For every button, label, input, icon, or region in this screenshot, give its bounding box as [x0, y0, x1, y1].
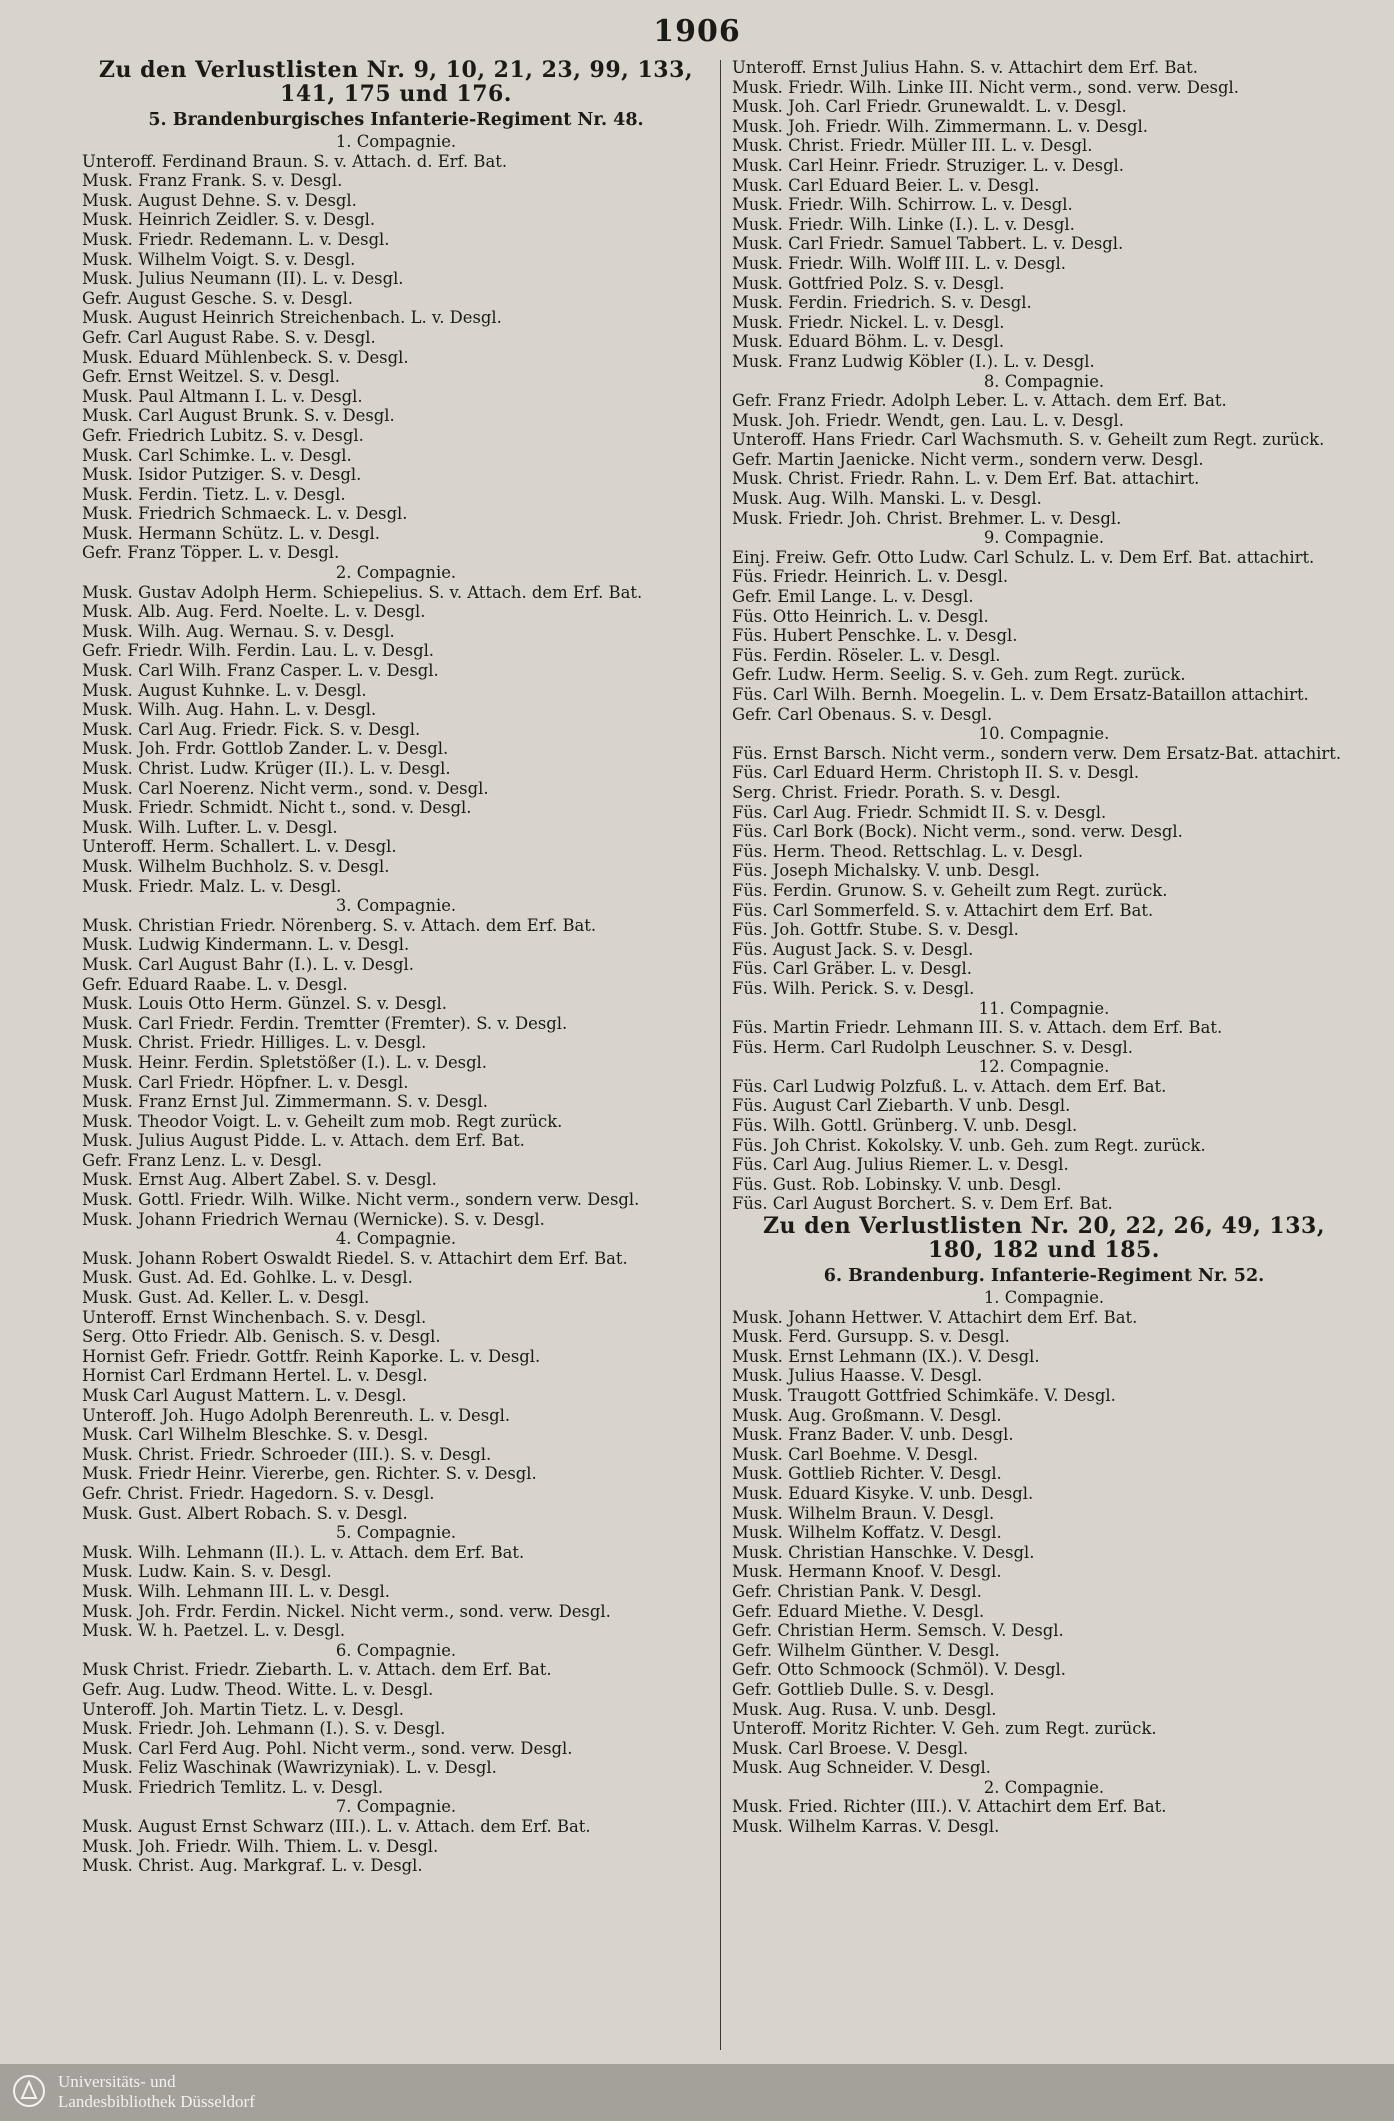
casualty-entry: Musk. Aug Schneider. V. Desgl.	[732, 1758, 991, 1778]
casualty-entry: Musk. Isidor Putziger. S. v. Desgl.	[82, 465, 362, 485]
company-heading: 7. Compagnie.	[335, 1797, 457, 1817]
casualty-entry: Musk. Feliz Waschinak (Wawrizyniak). L. v. Desgl.	[82, 1758, 497, 1778]
casualty-entry: Musk Christ. Friedr. Ziebarth. L. v. Attach. dem Erf. Bat.	[82, 1660, 552, 1680]
casualty-entry: Musk. Joh. Carl Friedr. Grunewaldt. L. v. Desgl.	[732, 97, 1127, 117]
casualty-entry: Gefr. Gottlieb Dulle. S. v. Desgl.	[732, 1679, 995, 1699]
casualty-entry: Einj. Freiw. Gefr. Otto Ludw. Carl Schulz. L. v. Dem Erf. Bat. attachirt.	[732, 547, 1315, 567]
casualty-entry: Füs. Carl Ludwig Polzfuß. L. v. Attach. dem Erf. Bat.	[732, 1076, 1167, 1096]
casualty-entry: Gefr. Franz Friedr. Adolph Leber. L. v. Attach. dem Erf. Bat.	[732, 391, 1227, 411]
casualty-entry: Unteroff. Moritz Richter. V. Geh. zum Regt. zurück.	[732, 1719, 1157, 1739]
casualty-entry: Musk. Friedr Heinr. Viererbe, gen. Richter. S. v. Desgl.	[82, 1464, 537, 1484]
casualty-entry: Musk. Christ. Ludw. Krüger (II.). L. v. Desgl.	[82, 759, 451, 778]
casualty-entry: Füs. Ferdin. Röseler. L. v. Desgl.	[732, 645, 1001, 665]
casualty-entry: Musk. Carl Boehme. V. Desgl.	[732, 1444, 979, 1464]
casualty-entry: Gefr. Christian Pank. V. Desgl.	[732, 1581, 982, 1601]
casualty-entry: Musk. Alb. Aug. Ferd. Noelte. L. v. Desgl.	[82, 602, 426, 622]
casualty-entry: Musk. Wilh. Aug. Hahn. L. v. Desgl.	[82, 700, 377, 720]
casualty-entry: Musk. Gottl. Friedr. Wilh. Wilke. Nicht verm., sondern verw. Desgl.	[82, 1190, 640, 1210]
casualty-entry: Musk. Wilhelm Voigt. S. v. Desgl.	[82, 249, 356, 269]
casualty-entry: Musk. Joh. Frdr. Ferdin. Nickel. Nicht verm., sond. verw. Desgl.	[82, 1601, 611, 1621]
casualty-entry: Musk. Heinrich Zeidler. S. v. Desgl.	[82, 210, 376, 230]
casualty-entry: Füs. Carl Aug. Friedr. Schmidt II. S. v. Desgl.	[732, 802, 1107, 822]
casualty-entry: Musk. Ernst Aug. Albert Zabel. S. v. Desgl.	[82, 1170, 437, 1190]
casualty-entry: Gefr. Martin Jaenicke. Nicht verm., sondern verw. Desgl.	[732, 449, 1204, 469]
casualty-entry: Musk. Christ. Friedr. Hilliges. L. v. Desgl.	[82, 1033, 427, 1053]
casualty-entry: Musk. Gottfried Polz. S. v. Desgl.	[732, 273, 1005, 293]
casualty-entry: Musk. Louis Otto Herm. Günzel. S. v. Desgl.	[82, 994, 447, 1014]
casualty-entry: Musk. Wilh. Aug. Wernau. S. v. Desgl.	[82, 621, 395, 641]
casualty-entry: Musk. Wilhelm Karras. V. Desgl.	[732, 1817, 1000, 1837]
casualty-entry: Musk. Wilh. Lehmann III. L. v. Desgl.	[82, 1581, 390, 1601]
casualty-entry: Musk. Friedr. Wilh. Linke (I.). L. v. Desgl.	[732, 214, 1075, 234]
right-column	[732, 58, 1356, 2054]
casualty-entry: Musk. Carl Broese. V. Desgl.	[732, 1738, 969, 1758]
casualty-entry: Musk. Julius Haasse. V. Desgl.	[732, 1366, 983, 1386]
casualty-entry: Musk. Friedr. Joh. Christ. Brehmer. L. v. Desgl.	[732, 508, 1122, 528]
casualty-entry: Gefr. Ludw. Herm. Seelig. S. v. Geh. zum Regt. zurück.	[732, 665, 1186, 685]
casualty-entry: Füs. Carl Bork (Bock). Nicht verm., sond. verw. Desgl.	[732, 822, 1183, 842]
casualty-entry: Gefr. August Gesche. S. v. Desgl.	[82, 288, 354, 308]
left-column	[82, 58, 710, 2054]
casualty-entry: Musk. Wilh. Lehmann (II.). L. v. Attach. dem Erf. Bat.	[82, 1542, 525, 1562]
casualty-entry: Musk. Joh. Friedr. Wendt, gen. Lau. L. v. Desgl.	[732, 410, 1124, 430]
casualty-entry: Musk. Friedr. Wilh. Schirrow. L. v. Desgl.	[732, 195, 1073, 215]
casualty-entry: Musk. Gust. Ad. Keller. L. v. Desgl.	[82, 1288, 370, 1308]
company-heading: 2. Compagnie.	[335, 563, 457, 583]
casualty-entry: Musk. Carl August Bahr (I.). L. v. Desgl.	[82, 954, 414, 974]
casualty-entry: Gefr. Eduard Raabe. L. v. Desgl.	[82, 974, 348, 994]
casualty-entry: Musk. Hermann Knoof. V. Desgl.	[732, 1562, 1002, 1582]
casualty-entry: Musk. Hermann Schütz. L. v. Desgl.	[82, 523, 380, 543]
casualty-entry: Musk. Franz Bader. V. unb. Desgl.	[732, 1425, 1014, 1445]
casualty-entry: Gefr. Emil Lange. L. v. Desgl.	[732, 587, 974, 607]
casualty-entry: Musk. Friedr. Malz. L. v. Desgl.	[82, 876, 342, 896]
company-heading: 2. Compagnie.	[983, 1777, 1105, 1797]
casualty-entry: Musk. Carl Schimke. L. v. Desgl.	[82, 445, 352, 465]
casualty-entry: Musk. Joh. Friedr. Wilh. Zimmermann. L. v. Desgl.	[732, 116, 1148, 136]
casualty-entry: Musk. Friedr. Schmidt. Nicht t., sond. v. Desgl.	[82, 798, 472, 818]
casualty-entry: Musk. Ludwig Kindermann. L. v. Desgl.	[82, 935, 410, 955]
casualty-entry: Musk. Fried. Richter (III.). V. Attachirt dem Erf. Bat.	[732, 1797, 1167, 1817]
casualty-entry: Musk. Eduard Mühlenbeck. S. v. Desgl.	[82, 347, 409, 367]
casualty-entry: Musk. August Dehne. S. v. Desgl.	[82, 190, 357, 210]
casualty-entry: Musk. Julius Neumann (II). L. v. Desgl.	[82, 269, 404, 289]
casualty-entry: Füs. Carl Wilh. Bernh. Moegelin. L. v. Dem Ersatz-Bataillon attachirt.	[732, 685, 1309, 704]
casualty-entry: Serg. Christ. Friedr. Porath. S. v. Desgl.	[732, 782, 1061, 802]
casualty-entry: Musk. Gust. Ad. Ed. Gohlke. L. v. Desgl.	[82, 1268, 413, 1288]
casualty-entry: Musk. Eduard Kisyke. V. unb. Desgl.	[732, 1483, 1034, 1503]
casualty-entry: Musk. Gust. Albert Robach. S. v. Desgl.	[82, 1503, 408, 1523]
casualty-entry: Musk. Eduard Böhm. L. v. Desgl.	[732, 332, 1005, 352]
section-title: Zu den Verlustlisten Nr. 20, 22, 26, 49, 133, 180, 182 und 185.	[762, 1213, 1325, 1264]
casualty-entry: Gefr. Otto Schmoock (Schmöl). V. Desgl.	[732, 1660, 1066, 1680]
library-name-line1: Universitäts- und	[58, 2072, 176, 2091]
casualty-entry: Musk. Theodor Voigt. L. v. Geheilt zum mob. Regt zurück.	[82, 1111, 563, 1131]
casualty-entry: Füs. Joh. Gottfr. Stube. S. v. Desgl.	[732, 920, 1019, 940]
casualty-entry: Füs. Ferdin. Grunow. S. v. Geheilt zum Regt. zurück.	[732, 880, 1168, 900]
casualty-entry: Musk. Carl Wilhelm Bleschke. S. v. Desgl.	[82, 1425, 429, 1445]
casualty-entry: Unteroff. Ferdinand Braun. S. v. Attach. d. Erf. Bat.	[82, 151, 508, 171]
casualty-entry: Füs. Carl Sommerfeld. S. v. Attachirt dem Erf. Bat.	[732, 900, 1154, 920]
casualty-entry: Musk. Carl Friedr. Ferdin. Tremtter (Fremter). S. v. Desgl.	[82, 1013, 568, 1033]
casualty-entry: Musk. Wilhelm Koffatz. V. Desgl.	[732, 1523, 1002, 1543]
casualty-entry: Musk. Carl Heinr. Friedr. Struziger. L. v. Desgl.	[732, 155, 1125, 175]
casualty-entry: Gefr. Ernst Weitzel. S. v. Desgl.	[82, 367, 340, 387]
casualty-entry: Gefr. Christian Herm. Semsch. V. Desgl.	[732, 1621, 1064, 1641]
casualty-entry: Unteroff. Ernst Julius Hahn. S. v. Attachirt dem Erf. Bat.	[732, 58, 1198, 77]
company-heading: 1. Compagnie.	[983, 1288, 1105, 1308]
casualty-entry: Füs. August Jack. S. v. Desgl.	[732, 939, 974, 959]
casualty-entry: Musk. Traugott Gottfried Schimkäfe. V. Desgl.	[732, 1386, 1116, 1405]
casualty-entry: Musk. Carl August Brunk. S. v. Desgl.	[82, 406, 395, 426]
casualty-entry: Gefr. Eduard Miethe. V. Desgl.	[732, 1601, 985, 1621]
casualty-entry: Musk. August Kuhnke. L. v. Desgl.	[82, 680, 367, 700]
casualty-entry: Musk. Ludw. Kain. S. v. Desgl.	[82, 1562, 332, 1582]
casualty-entry: Musk. Christ. Friedr. Müller III. L. v. Desgl.	[732, 136, 1093, 156]
library-name-line2: Landesbibliothek Düsseldorf	[58, 2092, 255, 2111]
casualty-entry: Musk. W. h. Paetzel. L. v. Desgl.	[82, 1621, 346, 1641]
casualty-entry: Musk. Wilhelm Buchholz. S. v. Desgl.	[82, 856, 390, 876]
casualty-entry: Gefr. Carl Obenaus. S. v. Desgl.	[732, 704, 993, 724]
casualty-entry: Musk. Wilhelm Braun. V. Desgl.	[732, 1503, 995, 1523]
casualty-entry: Musk. Carl Aug. Friedr. Fick. S. v. Desgl.	[82, 719, 421, 739]
casualty-entry: Füs. Otto Heinrich. L. v. Desgl.	[732, 606, 989, 626]
casualty-entry: Musk. August Heinrich Streichenbach. L. v. Desgl.	[82, 308, 502, 328]
casualty-entry: Musk. August Ernst Schwarz (III.). L. v. Attach. dem Erf. Bat.	[82, 1817, 591, 1837]
casualty-entry: Gefr. Friedrich Lubitz. S. v. Desgl.	[82, 425, 364, 445]
casualty-entry: Unteroff. Ernst Winchenbach. S. v. Desgl.	[82, 1307, 427, 1327]
casualty-entry: Füs. Joseph Michalsky. V. unb. Desgl.	[732, 861, 1040, 881]
casualty-entry: Musk. Christian Friedr. Nörenberg. S. v. Attach. dem Erf. Bat.	[82, 915, 597, 935]
company-heading: 1. Compagnie.	[335, 132, 457, 151]
casualty-entry: Musk. Joh. Frdr. Gottlob Zander. L. v. Desgl.	[82, 739, 449, 759]
casualty-entry: Musk. Carl Ferd Aug. Pohl. Nicht verm., sond. verw. Desgl.	[82, 1738, 573, 1758]
casualty-entry: Musk. Carl Friedr. Höpfner. L. v. Desgl.	[82, 1072, 409, 1092]
column-divider	[720, 60, 721, 2050]
regiment-heading: 6. Brandenburg. Infanterie-Regiment Nr. 52.	[823, 1266, 1265, 1287]
casualty-entry: Musk. Heinr. Ferdin. Spletstößer (I.). L. v. Desgl.	[82, 1052, 488, 1072]
casualty-entry: Füs. Gust. Rob. Lobinsky. V. unb. Desgl.	[732, 1174, 1062, 1194]
casualty-entry: Musk. Aug. Wilh. Manski. L. v. Desgl.	[732, 489, 1042, 509]
company-heading: 9. Compagnie.	[983, 528, 1105, 548]
casualty-entry: Gefr. Friedr. Wilh. Ferdin. Lau. L. v. Desgl.	[82, 641, 435, 661]
casualty-entry: Füs. Carl Aug. Julius Riemer. L. v. Desgl.	[732, 1155, 1069, 1175]
casualty-entry: Musk. Friedr. Wilh. Wolff III. L. v. Desgl.	[732, 253, 1066, 273]
casualty-entry: Unteroff. Hans Friedr. Carl Wachsmuth. S. v. Geheilt zum Regt. zurück.	[732, 430, 1325, 450]
casualty-entry: Gefr. Aug. Ludw. Theod. Witte. L. v. Desgl.	[82, 1679, 434, 1699]
casualty-entry: Musk. Christ. Friedr. Rahn. L. v. Dem Erf. Bat. attachirt.	[732, 469, 1200, 489]
casualty-entry: Füs. Wilh. Gottl. Grünberg. V. unb. Desgl.	[732, 1116, 1078, 1136]
casualty-entry: Musk. Gottlieb Richter. V. Desgl.	[732, 1464, 1002, 1484]
company-heading: 5. Compagnie.	[335, 1523, 457, 1543]
casualty-entry: Musk. Aug. Rusa. V. unb. Desgl.	[732, 1699, 997, 1719]
casualty-entry: Musk. Ferdin. Tietz. L. v. Desgl.	[82, 484, 346, 504]
casualty-entry: Unteroff. Joh. Hugo Adolph Berenreuth. L. v. Desgl.	[82, 1405, 511, 1425]
casualty-entry: Füs. Wilh. Perick. S. v. Desgl.	[732, 978, 975, 998]
casualty-entry: Füs. Hubert Penschke. L. v. Desgl.	[732, 626, 1018, 646]
casualty-entry: Musk. Carl Wilh. Franz Casper. L. v. Desgl.	[82, 661, 439, 681]
casualty-entry: Musk. Carl Friedr. Samuel Tabbert. L. v. Desgl.	[732, 234, 1124, 254]
casualty-entry: Musk. Carl Eduard Beier. L. v. Desgl.	[732, 175, 1040, 195]
casualty-entry: Hornist Gefr. Friedr. Gottfr. Reinh Kaporke. L. v. Desgl.	[82, 1346, 541, 1366]
company-heading: 12. Compagnie.	[978, 1057, 1110, 1077]
casualty-entry: Hornist Carl Erdmann Hertel. L. v. Desgl.	[82, 1366, 428, 1386]
casualty-entry: Gefr. Wilhelm Günther. V. Desgl.	[732, 1640, 1000, 1660]
company-heading: 11. Compagnie.	[978, 998, 1110, 1018]
casualty-entry: Unteroff. Herm. Schallert. L. v. Desgl.	[82, 837, 397, 857]
casualty-entry: Musk. Johann Friedrich Wernau (Wernicke). S. v. Desgl.	[82, 1209, 545, 1229]
casualty-entry: Füs. Friedr. Heinrich. L. v. Desgl.	[732, 567, 1009, 587]
company-heading: 6. Compagnie.	[335, 1640, 457, 1660]
casualty-entry: Musk. Carl Noerenz. Nicht verm., sond. v. Desgl.	[82, 778, 489, 798]
library-logo-icon	[12, 2074, 46, 2108]
casualty-entry: Füs. Carl Eduard Herm. Christoph II. S. v. Desgl.	[732, 763, 1140, 783]
casualty-entry: Musk. Johann Hettwer. V. Attachirt dem Erf. Bat.	[732, 1307, 1138, 1327]
company-heading: 4. Compagnie.	[335, 1229, 457, 1249]
company-heading: 10. Compagnie.	[978, 724, 1110, 744]
casualty-entry: Musk. Franz Frank. S. v. Desgl.	[82, 171, 343, 191]
casualty-entry: Serg. Otto Friedr. Alb. Genisch. S. v. Desgl.	[82, 1327, 441, 1347]
casualty-entry: Musk. Friedrich Temlitz. L. v. Desgl.	[82, 1777, 384, 1797]
casualty-entry: Musk. Paul Altmann I. L. v. Desgl.	[82, 386, 363, 406]
casualty-entry: Musk. Ernst Lehmann (IX.). V. Desgl.	[732, 1346, 1040, 1366]
casualty-entry: Unteroff. Joh. Martin Tietz. L. v. Desgl.	[82, 1699, 404, 1719]
library-name	[58, 2072, 255, 2112]
casualty-entry: Füs. Carl August Borchert. S. v. Dem Erf. Bat.	[732, 1194, 1113, 1214]
casualty-entry: Gefr. Carl August Rabe. S. v. Desgl.	[82, 327, 376, 347]
casualty-entry: Musk. Friedrich Schmaeck. L. v. Desgl.	[82, 504, 408, 524]
casualty-entry: Füs. Herm. Carl Rudolph Leuschner. S. v. Desgl.	[732, 1037, 1133, 1057]
casualty-entry: Füs. Carl Gräber. L. v. Desgl.	[732, 959, 972, 979]
casualty-entry: Musk. Friedr. Redemann. L. v. Desgl.	[82, 229, 390, 249]
casualty-entry: Musk. Wilh. Lufter. L. v. Desgl.	[82, 817, 338, 837]
casualty-entry: Gefr. Franz Töpper. L. v. Desgl.	[82, 543, 340, 563]
casualty-entry: Musk Carl August Mattern. L. v. Desgl.	[82, 1386, 407, 1405]
casualty-entry: Füs. Joh Christ. Kokolsky. V. unb. Geh. zum Regt. zurück.	[732, 1135, 1206, 1155]
casualty-entry: Füs. Martin Friedr. Lehmann III. S. v. Attach. dem Erf. Bat.	[732, 1018, 1223, 1038]
casualty-entry: Füs. Ernst Barsch. Nicht verm., sondern verw. Dem Ersatz-Bat. attachirt.	[732, 743, 1342, 763]
casualty-entry: Musk. Franz Ernst Jul. Zimmermann. S. v. Desgl.	[82, 1092, 488, 1112]
casualty-entry: Musk. Gustav Adolph Herm. Schiepelius. S. v. Attach. dem Erf. Bat.	[82, 582, 643, 602]
casualty-entry: Musk. Ferdin. Friedrich. S. v. Desgl.	[732, 293, 1032, 313]
casualty-entry: Gefr. Christ. Friedr. Hagedorn. S. v. Desgl.	[82, 1483, 435, 1503]
page-number: 1906	[653, 14, 741, 49]
regiment-heading: 5. Brandenburgisches Infanterie-Regiment Nr. 48.	[148, 110, 644, 130]
casualty-entry: Musk. Johann Robert Oswaldt Riedel. S. v. Attachirt dem Erf. Bat.	[82, 1248, 628, 1268]
casualty-entry: Musk. Christ. Friedr. Schroeder (III.). S. v. Desgl.	[82, 1444, 492, 1464]
casualty-entry: Musk. Friedr. Nickel. L. v. Desgl.	[732, 312, 1005, 332]
casualty-entry: Gefr. Franz Lenz. L. v. Desgl.	[82, 1150, 323, 1170]
casualty-entry: Musk. Ferd. Gursupp. S. v. Desgl.	[732, 1327, 1010, 1347]
casualty-entry: Füs. August Carl Ziebarth. V unb. Desgl.	[732, 1096, 1071, 1116]
library-footer	[0, 2064, 1394, 2121]
casualty-entry: Musk. Friedr. Wilh. Linke III. Nicht verm., sond. verw. Desgl.	[732, 77, 1239, 97]
casualty-entry: Musk. Franz Ludwig Köbler (I.). L. v. Desgl.	[732, 351, 1095, 371]
casualty-entry: Füs. Herm. Theod. Rettschlag. L. v. Desgl.	[732, 841, 1084, 861]
casualty-entry: Musk. Christ. Aug. Markgraf. L. v. Desgl.	[82, 1856, 423, 1876]
casualty-entry: Musk. Joh. Friedr. Wilh. Thiem. L. v. Desgl.	[82, 1836, 439, 1856]
company-heading: 3. Compagnie.	[335, 896, 457, 916]
casualty-entry: Musk. Aug. Großmann. V. Desgl.	[732, 1405, 1002, 1425]
section-title: Zu den Verlustlisten Nr. 9, 10, 21, 23, 99, 133, 141, 175 und 176.	[98, 58, 694, 107]
casualty-entry: Musk. Friedr. Joh. Lehmann (I.). S. v. Desgl.	[82, 1719, 446, 1739]
company-heading: 8. Compagnie.	[983, 371, 1105, 391]
casualty-entry: Musk. Christian Hanschke. V. Desgl.	[732, 1542, 1035, 1562]
casualty-entry: Musk. Julius August Pidde. L. v. Attach. dem Erf. Bat.	[82, 1131, 525, 1151]
